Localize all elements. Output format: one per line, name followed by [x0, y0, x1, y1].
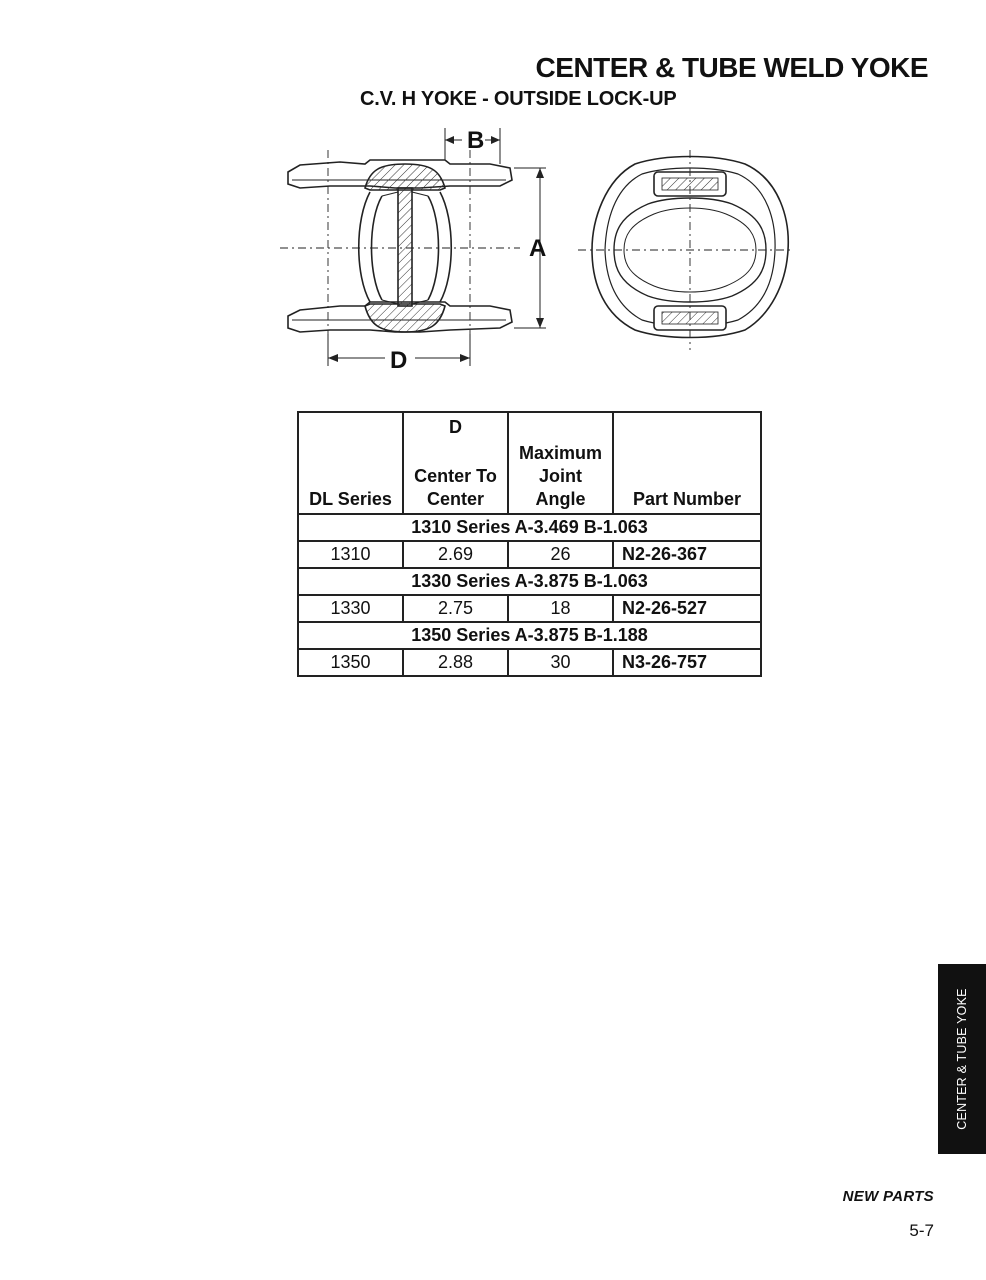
cell-part-number: N3-26-757 — [613, 649, 761, 676]
side-view — [280, 128, 546, 366]
cell-center: 2.69 — [403, 541, 508, 568]
cell-part-number: N2-26-527 — [613, 595, 761, 622]
cell-angle: 30 — [508, 649, 613, 676]
group-label: 1330 Series A-3.875 B-1.063 — [298, 568, 761, 595]
new-parts-label: NEW PARTS — [842, 1188, 934, 1205]
page-title: CENTER & TUBE WELD YOKE — [535, 52, 928, 83]
end-view — [578, 150, 790, 350]
cell-center: 2.88 — [403, 649, 508, 676]
page-number: 5-7 — [909, 1221, 934, 1240]
table-row — [298, 541, 761, 568]
cell-part-number: N2-26-367 — [613, 541, 761, 568]
group-label: 1310 Series A-3.469 B-1.063 — [298, 514, 761, 541]
cell-series: 1330 — [298, 595, 403, 622]
dimension-label-a: A — [529, 235, 547, 262]
col-header-center-to-center: D Center To Center — [403, 412, 508, 514]
col-header-max-joint-angle: Maximum Joint Angle — [508, 412, 613, 514]
group-row — [298, 514, 761, 541]
cell-series: 1350 — [298, 649, 403, 676]
page-subtitle: C.V. H YOKE - OUTSIDE LOCK-UP — [360, 88, 677, 110]
cell-center: 2.75 — [403, 595, 508, 622]
group-label: 1350 Series A-3.875 B-1.188 — [298, 622, 761, 649]
cell-series: 1310 — [298, 541, 403, 568]
col-header-dl-series: DL Series — [298, 412, 403, 514]
group-row — [298, 568, 761, 595]
yoke-diagram — [270, 120, 790, 380]
col-header-d: D — [449, 417, 462, 437]
dimension-label-b: B — [467, 127, 485, 154]
table-header-row — [298, 412, 761, 514]
dimension-label-d: D — [390, 347, 408, 374]
cell-angle: 18 — [508, 595, 613, 622]
col-header-part-number: Part Number — [613, 412, 761, 514]
group-row — [298, 622, 761, 649]
table-row — [298, 649, 761, 676]
cell-angle: 26 — [508, 541, 613, 568]
table-row — [298, 595, 761, 622]
section-tab-label: CENTER & TUBE YOKE — [955, 988, 969, 1130]
section-tab[interactable] — [938, 964, 986, 1154]
spec-table — [297, 411, 762, 677]
